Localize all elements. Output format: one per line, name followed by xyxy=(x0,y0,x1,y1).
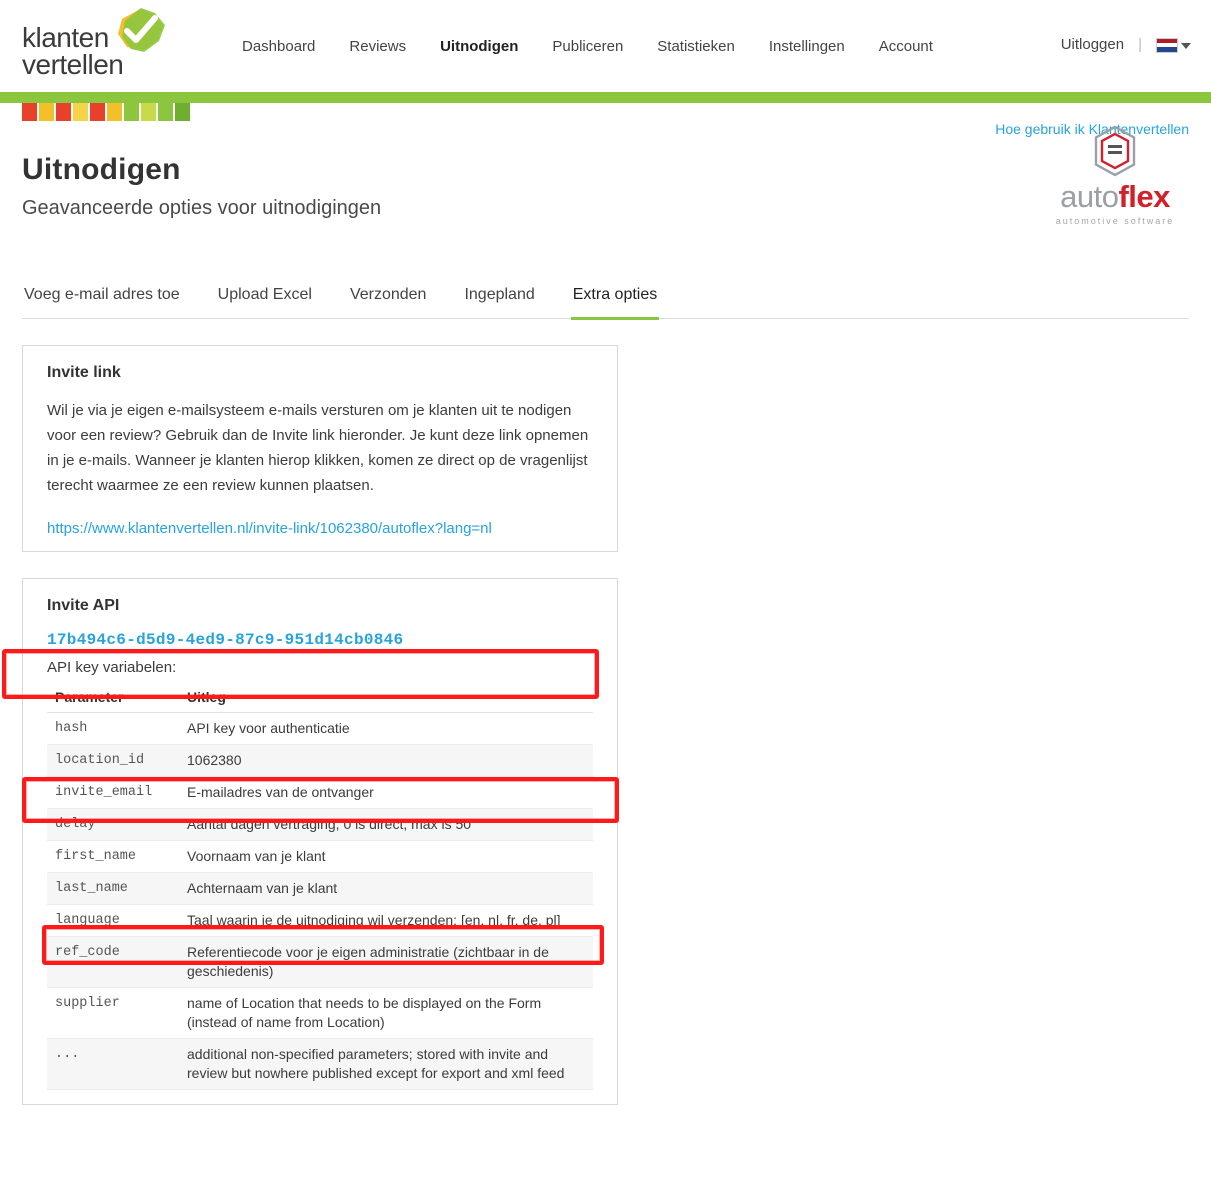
column-header-parameter: Parameter xyxy=(47,682,179,713)
invite-link-url[interactable]: https://www.klantenvertellen.nl/invite-link/1062380/autoflex?lang=nl xyxy=(47,520,492,537)
cell-uitleg: 1062380 xyxy=(179,745,593,777)
invite-api-title: Invite API xyxy=(47,597,120,614)
cell-parameter: invite_email xyxy=(47,777,179,809)
table-row xyxy=(47,713,593,745)
check-badge-icon xyxy=(113,7,167,55)
cell-parameter: ref_code xyxy=(47,937,179,988)
main-nav xyxy=(242,38,933,55)
invite-link-panel xyxy=(22,345,618,552)
tab-upload-excel[interactable]: Upload Excel xyxy=(217,286,312,303)
accent-bar xyxy=(0,92,1211,103)
chevron-down-icon xyxy=(1181,43,1191,49)
nav-item-statistieken[interactable]: Statistieken xyxy=(657,37,735,55)
logo-text xyxy=(22,24,123,78)
table-row xyxy=(47,745,593,777)
cell-uitleg: Taal waarin je de uitnodiging wil verzenden: [en, nl, fr, de, pl] xyxy=(179,905,593,937)
cell-parameter: ... xyxy=(47,1039,179,1090)
table-row xyxy=(47,777,593,809)
table-row xyxy=(47,841,593,873)
cell-uitleg: additional non-specified parameters; stored with invite and review but nowhere published except for export and xml feed xyxy=(179,1039,593,1090)
api-key-value[interactable]: 17b494c6-d5d9-4ed9-87c9-951d14cb0846 xyxy=(47,631,404,649)
nav-item-publiceren[interactable]: Publiceren xyxy=(552,37,624,55)
help-link-row xyxy=(22,103,1189,137)
tab-voeg-email-adres-toe[interactable]: Voeg e-mail adres toe xyxy=(24,286,180,303)
table-row xyxy=(47,809,593,841)
autoflex-wordmark xyxy=(1041,179,1189,215)
cell-uitleg: Achternaam van je klant xyxy=(179,873,593,905)
help-link[interactable]: Hoe gebruik ik Klantenvertellen xyxy=(995,121,1189,137)
cell-uitleg: Referentiecode voor je eigen administratie (zichtbaar in de geschiedenis) xyxy=(179,937,593,988)
separator: | xyxy=(1138,36,1142,53)
api-vars-label: API key variabelen: xyxy=(47,659,177,676)
cell-parameter: last_name xyxy=(47,873,179,905)
invite-link-title: Invite link xyxy=(47,364,121,381)
cell-parameter: delay xyxy=(47,809,179,841)
top-navigation-bar xyxy=(0,0,1211,92)
nav-item-dashboard[interactable]: Dashboard xyxy=(242,37,316,55)
invite-link-description: Wil je via je eigen e-mailsysteem e-mails versturen om je klanten uit te nodigen voor een review? Gebruik dan de Invite link hieronder. Je kunt deze link opnemen in je e-mails. Wanneer je klanten hierop klikken, komen ze direct op de vragenlijst terecht waarmee ze een review kunnen plaatsen. xyxy=(47,402,589,494)
nav-item-instellingen[interactable]: Instellingen xyxy=(768,37,845,55)
invite-api-panel xyxy=(22,578,618,1105)
column-header-uitleg: Uitleg xyxy=(179,682,593,713)
table-row xyxy=(47,905,593,937)
cell-uitleg: Aantal dagen vertraging, 0 is direct, max is 50 xyxy=(179,809,593,841)
page-content xyxy=(0,103,1211,1105)
tab-verzonden[interactable]: Verzonden xyxy=(349,286,427,303)
autoflex-word-flex: flex xyxy=(1118,179,1170,214)
autoflex-tagline: automotive software xyxy=(1055,216,1175,226)
logo-line1: klanten xyxy=(22,22,109,53)
tab-ingepland[interactable]: Ingepland xyxy=(464,286,535,303)
api-parameters-table xyxy=(47,682,593,1090)
cell-uitleg: API key voor authenticatie xyxy=(179,713,593,745)
table-header-row xyxy=(47,682,593,713)
table-row xyxy=(47,937,593,988)
flag-nl-icon xyxy=(1156,38,1178,53)
tab-extra-opties[interactable]: Extra opties xyxy=(571,286,659,318)
cell-uitleg: Voornaam van je klant xyxy=(179,841,593,873)
klantenvertellen-logo[interactable] xyxy=(0,0,200,92)
nav-item-uitnodigen[interactable]: Uitnodigen xyxy=(440,37,519,55)
cell-uitleg: E-mailadres van de ontvanger xyxy=(179,777,593,809)
autoflex-hex-icon xyxy=(1092,125,1138,177)
nav-item-account[interactable]: Account xyxy=(878,37,933,55)
table-row xyxy=(47,873,593,905)
logout-link[interactable]: Uitloggen xyxy=(1060,36,1125,53)
page-title: Uitnodigen xyxy=(22,153,181,186)
language-selector[interactable] xyxy=(1156,36,1191,53)
cell-parameter: language xyxy=(47,905,179,937)
tab-bar xyxy=(22,286,1189,319)
nav-item-reviews[interactable]: Reviews xyxy=(349,37,407,55)
cell-parameter: first_name xyxy=(47,841,179,873)
table-row xyxy=(47,1039,593,1090)
logo-line2: vertellen xyxy=(22,49,124,80)
cell-parameter: location_id xyxy=(47,745,179,777)
table-row xyxy=(47,988,593,1039)
page-subtitle: Geavanceerde opties voor uitnodigingen xyxy=(22,197,382,219)
autoflex-logo xyxy=(1041,125,1189,226)
cell-parameter: supplier xyxy=(47,988,179,1039)
autoflex-word-auto: auto xyxy=(1060,179,1119,214)
top-right-controls xyxy=(1061,36,1191,53)
cell-parameter: hash xyxy=(47,713,179,745)
cell-uitleg: name of Location that needs to be displayed on the Form (instead of name from Location) xyxy=(179,988,593,1039)
